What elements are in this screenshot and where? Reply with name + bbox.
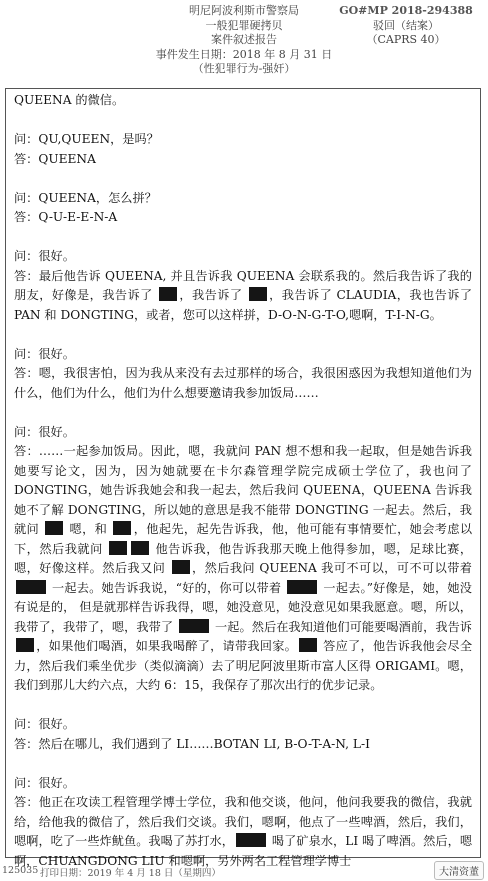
narrative-line: 答：Q-U-E-E-N-A [14,210,118,224]
report-header [0,0,488,88]
narrative-line: QUEENA 的微信。 [14,93,125,107]
header-line-date: 事件发生日期：2018 年 8 月 31 日 [155,47,333,61]
case-status: 驳回（结案） [373,18,439,32]
redaction-bar [16,580,46,594]
redaction-bar [172,560,190,574]
footer-id: 125035 [2,865,39,876]
redaction-bar [113,521,131,535]
redaction-bar [179,619,209,633]
narrative-line: 问：QUEENA，怎么拼？ [14,190,157,205]
narrative-line: 问：QU,QUEEN，是吗？ [14,132,159,146]
paragraph-gap [14,111,472,131]
narrative-line: 答：嗯，我很害怕，因为我从来没有去过那样的场合，我很困惑因为我想知道他们为什么，他们为什么，他们为什么想要邀请我参加饭局…… [14,366,472,400]
narrative-line: 问：很好。 [14,424,75,439]
narrative-text [6,89,480,871]
header-line-offense: （性犯罪行为-强奸） [192,62,296,75]
narrative-line: 问：很好。 [14,346,75,361]
narrative-line: 答：然后在哪儿，我们遇到了 LI……BOTAN LI, B-O-T-A-N, L-I [14,736,370,751]
redaction-bar [16,638,34,652]
paragraph-gap [14,696,472,716]
paragraph-gap [14,754,472,774]
header-line-type: 一般犯罪硬拷贝 [205,18,283,32]
paragraph-gap [14,325,472,345]
redaction-bar [249,287,267,301]
paragraph-gap [14,169,472,189]
narrative-line: 答：最后他告诉 QUEENA, 并且告诉我 QUEENA 会联系我的。然后我告诉了我的朋友，好像是，我告诉了 ，我告诉了 ，我告诉了 CLAUDIA，我也告诉了 PAN 和 DONGTING，或者，您可以这样拼，D-O-N-G-T-O,嗯啊，T-I-N-G。 [14,268,473,322]
redaction-bar [236,833,266,847]
redaction-bar [299,638,317,652]
narrative-line: 问：很好。 [14,717,75,731]
redaction-bar [109,541,127,555]
narrative-line: 答：他正在攻读工程管理学博士学位，我和他交谈，他问，他问我要我的微信，我就给，给他我的微信了，然后我们交谈。我们，嗯啊，他点了一些啤酒，然后，我们，嗯啊，吃了一些炸鱿鱼。我喝了苏打水， 喝了矿泉水，LI 喝了啤酒。然后，嗯啊，CHUANGDONG LIU 和嗯啊，另外两名工程管理学博士 [14,795,473,868]
redaction-bar [159,287,177,301]
redaction-bar [45,521,63,535]
header-line-title: 案件叙述报告 [211,33,277,46]
header-case-block [336,4,476,48]
case-system: （CAPRS 40） [366,33,446,46]
narrative-line: 问：很好。 [14,775,75,790]
header-line-agency: 明尼阿波利斯市警察局 [189,4,299,17]
paragraph-gap [14,228,472,248]
narrative-line: 答：QUEENA [14,151,96,166]
watermark-badge: 大清资董 [434,861,484,880]
case-number: GO#MP 2018-294388 [339,4,473,17]
narrative-line: 问：很好。 [14,249,75,263]
narrative-line: 答：……一起参加饭局。因此，嗯，我就问 PAN 想不想和我一起取，但是她告诉我她要写论文，因为，因为她就要在卡尔森管理学院完成硕士学位了，我也问了 DONGTING，她告诉我她会和我一起去，然后我问 QUEENA，QUEENA 告诉我她不了解 DONGTING，所以她的意思是我不能带 DONGTING 一起去。然后，我就问 嗯，和 ，他起先，起先告诉我，他，他可能有事情要忙，她会考虑以下，然后我就问 他告诉我，他告诉我那天晚上他得参加，嗯，足球比赛，嗯，好像这样。然后我又问 ，然后我问 QUEENA 我可不可以，可不可以带着 一起去。她告诉我说，“好的，你可以带着 一起去。”好像是，她，她没有说是的， 但是就那样告诉我得，嗯，她没意见，她没意见如果我愿意。嗯，所以，我带了，我带了，嗯，我带了 一起。然后在我知道他们可能要喝酒前，我告诉 ，如果他们喝酒，如果我喝醉了，请带我回家。 答应了，他告诉我他会尽全力，然后我们乘坐优步（类似滴滴）去了明尼阿波里斯市富人区得 ORIGAMI。嗯，我们到那儿大约六点，大约 6：15，我保存了那次出行的优步记录。 [14,444,473,692]
redaction-bar [287,580,317,594]
print-date: 打印日期：2019 年 4 月 18 日（星期四） [40,868,221,879]
redaction-bar [131,541,149,555]
narrative-box [5,88,481,868]
paragraph-gap [14,403,472,423]
report-footer [0,859,488,881]
